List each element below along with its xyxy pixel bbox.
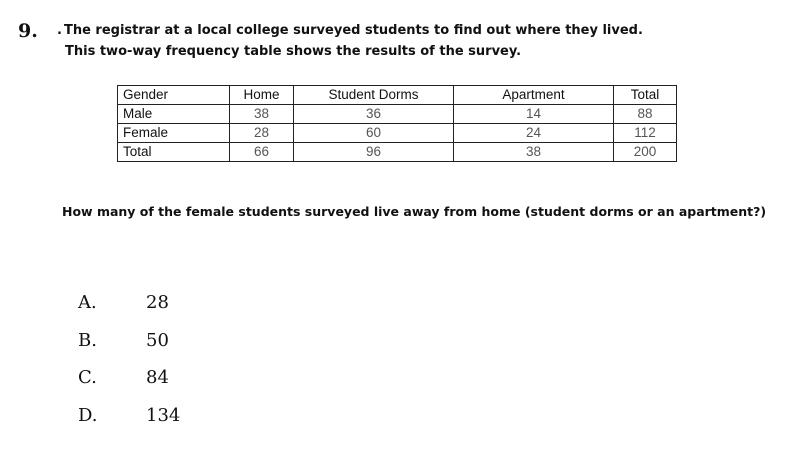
table-cell: 66: [230, 143, 294, 162]
question-number: 9.: [18, 20, 38, 42]
row-label: Female: [118, 124, 230, 143]
row-label: Male: [118, 105, 230, 124]
header-total: Total: [614, 86, 677, 105]
table-row: [118, 124, 677, 143]
table-cell: 200: [614, 143, 677, 162]
row-label: Total: [118, 143, 230, 162]
header-gender: Gender: [118, 86, 230, 105]
choice-d[interactable]: [78, 405, 180, 443]
frequency-table: [117, 85, 677, 162]
table-cell: 36: [294, 105, 454, 124]
choice-c[interactable]: [78, 367, 180, 405]
table-row: [118, 105, 677, 124]
table-cell: 38: [230, 105, 294, 124]
table-cell: 112: [614, 124, 677, 143]
table-row: [118, 143, 677, 162]
choice-value: 50: [146, 329, 169, 351]
header-home: Home: [230, 86, 294, 105]
table-cell: 38: [454, 143, 614, 162]
table-cell: 14: [454, 105, 614, 124]
choice-value: 84: [146, 367, 169, 388]
table-cell: 24: [454, 124, 614, 143]
intro-bullet: .: [57, 23, 62, 38]
intro-line-2: This two-way frequency table shows the results of the survey.: [65, 44, 522, 59]
choice-a[interactable]: [78, 292, 180, 330]
choice-letter: D.: [78, 404, 98, 426]
choice-value: 28: [146, 292, 169, 313]
answer-choices: [78, 292, 180, 442]
choice-letter: A.: [78, 292, 97, 313]
choice-value: 134: [146, 404, 181, 426]
table-header-row: [118, 86, 677, 105]
table-cell: 28: [230, 124, 294, 143]
header-student-dorms: Student Dorms: [294, 86, 454, 105]
table-cell: 88: [614, 105, 677, 124]
table-cell: 96: [294, 143, 454, 162]
intro-line-1: [57, 20, 643, 41]
choice-letter: C.: [78, 367, 97, 388]
table-cell: 60: [294, 124, 454, 143]
header-apartment: Apartment: [454, 86, 614, 105]
intro-line-1-text: The registrar at a local college surveyed students to find out where they lived.: [63, 23, 643, 38]
question-text: How many of the female students surveyed live away from home (student dorms or an apartment?): [62, 204, 767, 219]
choice-letter: B.: [78, 329, 97, 351]
intro-text: [57, 20, 643, 62]
choice-b[interactable]: [78, 330, 180, 368]
